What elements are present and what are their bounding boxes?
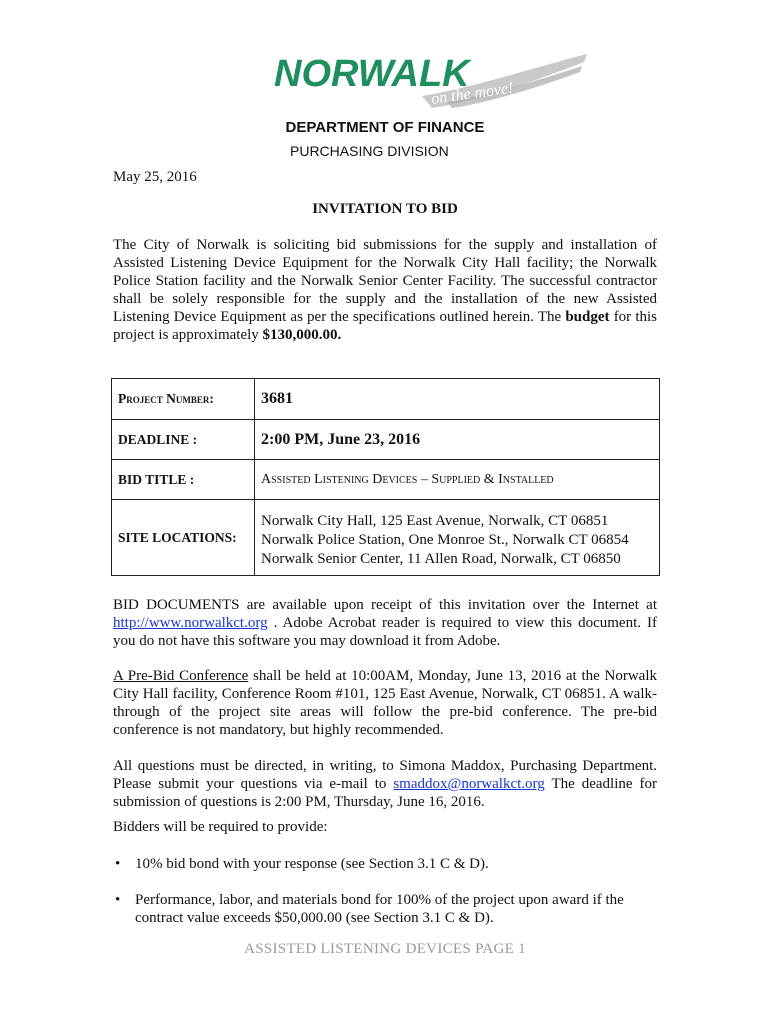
budget-word: budget (565, 309, 610, 325)
list-item-text: Performance, labor, and materials bond for 100% of the project upon award if the contract value exceeds $50,000.00 (see Section 3.1 C & D). (135, 892, 624, 926)
questions-paragraph (113, 757, 657, 811)
site-location: Norwalk Senior Center, 11 Allen Road, Norwalk, CT 06850 (261, 551, 621, 567)
project-number-value: 3681 (255, 379, 660, 420)
bid-documents-text-after: . Adobe Acrobat reader is required to view this document. If you do not have this software you may download it from Adobe. (113, 615, 658, 649)
requirements-list (113, 855, 657, 927)
deadline-label: DEADLINE : (112, 420, 255, 460)
deadline-value: 2:00 PM, June 23, 2016 (255, 420, 660, 460)
bullet-icon: • (115, 892, 121, 908)
site-locations-value (255, 500, 660, 576)
bidders-intro: Bidders will be required to provide: (113, 819, 328, 835)
site-location: Norwalk Police Station, One Monroe St., Norwalk CT 06854 (261, 532, 629, 548)
list-item (113, 855, 657, 873)
prebid-paragraph (113, 667, 657, 739)
bid-title-value: Assisted Listening Devices – Supplied & Installed (255, 460, 660, 500)
logo-tagline: on the move! (430, 79, 515, 108)
intro-paragraph (113, 236, 657, 344)
bid-documents-text: BID DOCUMENTS are available upon receipt of this invitation over the Internet at (113, 597, 657, 613)
website-link[interactable]: http://www.norwalkct.org (113, 615, 268, 631)
document-date: May 25, 2016 (113, 169, 197, 185)
site-location: Norwalk City Hall, 125 East Avenue, Norwalk, CT 06851 (261, 513, 609, 529)
department-heading: DEPARTMENT OF FINANCE (285, 119, 485, 136)
email-link[interactable]: smaddox@norwalkct.org (393, 776, 545, 792)
prebid-text: shall be held at 10:00AM, Monday, June 13, 2016 at the Norwalk City Hall facility, Conference Room #101, 125 East Avenue, Norwalk, CT 06851. A walk-through of the project site areas will follow the pre-bid conference. The pre-bid conference is not mandatory, but highly recommended. (113, 668, 658, 738)
intro-text: The City of Norwalk is soliciting bid submissions for the supply and installation of Assisted Listening Device Equipment for the Norwalk City Hall facility; the Norwalk Police Station facility and the Norwalk Senior Center Facility. The successful contractor shall be solely responsible for the supply and the installation of the new Assisted Listening Device Equipment as per the specifications outlined herein. The (113, 237, 657, 325)
project-number-label: Project Number: (112, 379, 255, 420)
norwalk-logo (272, 48, 592, 118)
page-footer: ASSISTED LISTENING DEVICES PAGE 1 (244, 941, 526, 957)
table-row (112, 460, 660, 500)
logo-graphic (272, 48, 592, 118)
list-item-text: 10% bid bond with your response (see Section 3.1 C & D). (135, 856, 489, 872)
intro-text-after: for this project is approximately (113, 309, 657, 343)
table-row (112, 420, 660, 460)
prebid-heading: A Pre-Bid Conference (113, 668, 249, 684)
bullet-icon: • (115, 856, 121, 872)
division-heading: PURCHASING DIVISION (290, 143, 449, 159)
site-locations-label: SITE LOCATIONS: (112, 500, 255, 576)
bid-documents-paragraph (113, 596, 657, 650)
budget-amount: $130,000.00. (262, 327, 342, 343)
bid-title-label: BID TITLE : (112, 460, 255, 500)
table-row (112, 500, 660, 576)
bid-info-table (111, 378, 660, 576)
questions-text: All questions must be directed, in writing, to Simona Maddox, Purchasing Department. Please submit your questions via e-mail to (113, 758, 657, 792)
logo-name: NORWALK (274, 53, 470, 95)
table-row (112, 379, 660, 420)
questions-text-after: The deadline for submission of questions is 2:00 PM, Thursday, June 16, 2016. (113, 776, 657, 810)
document-title: INVITATION TO BID (312, 201, 458, 217)
list-item (113, 891, 657, 927)
